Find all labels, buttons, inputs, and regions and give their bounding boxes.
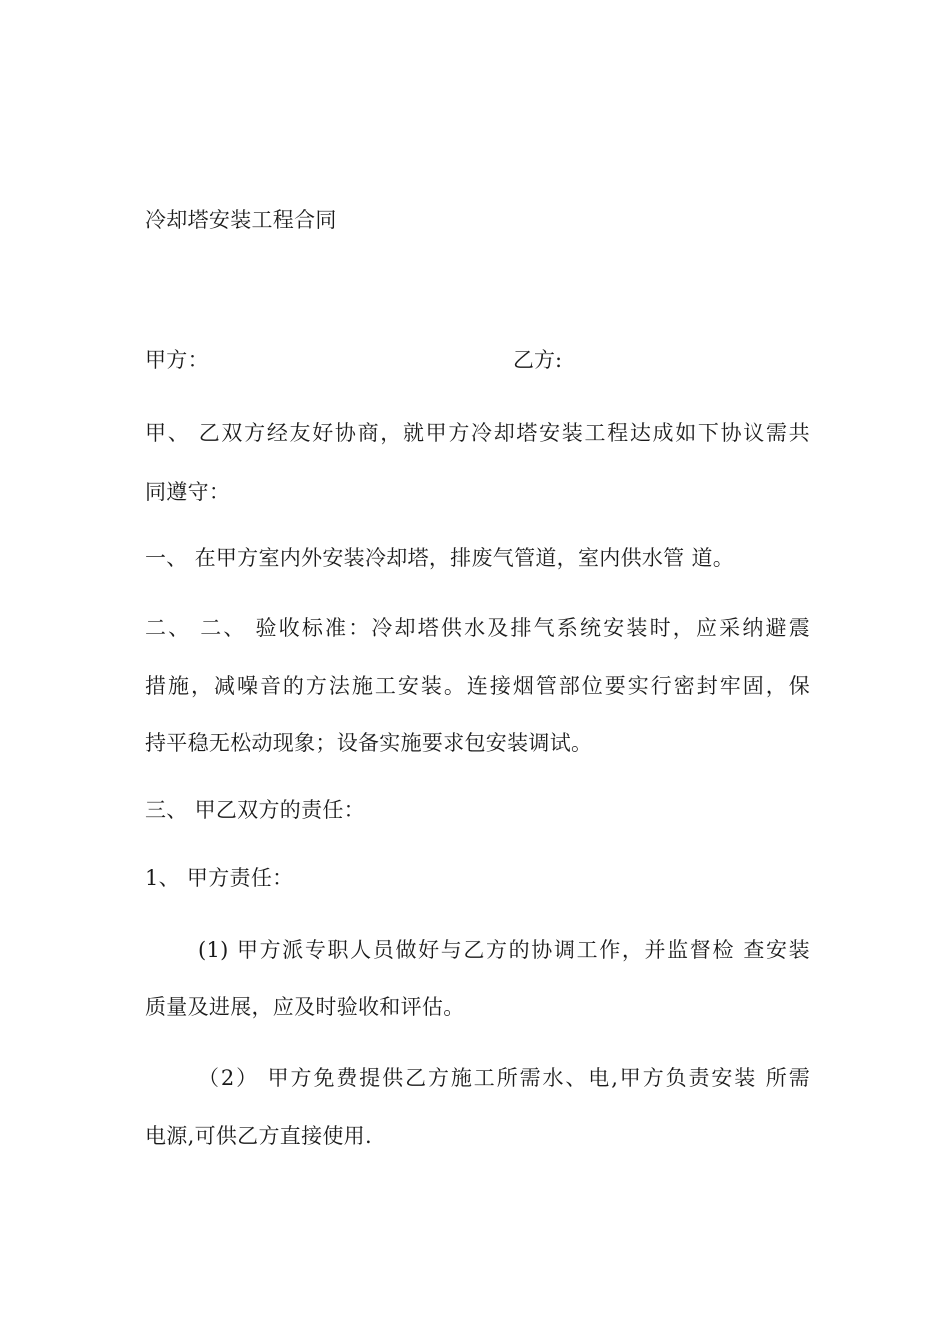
clause-3: 三、 甲乙双方的责任： [145, 798, 365, 822]
item-2-line-1: （2） 甲方免费提供乙方施工所需水、电,甲方负责安装 所需 [198, 1066, 810, 1090]
party-a-label: 甲方： [145, 348, 209, 372]
item-2-line-2: 电源,可供乙方直接使用. [145, 1124, 372, 1148]
document-title: 冷却塔安装工程合同 [145, 208, 337, 232]
item-1-line-1: (1) 甲方派专职人员做好与乙方的协调工作，并监督检 查安装 [198, 938, 810, 962]
clause-1: 一、 在甲方室内外安装冷却塔，排废气管道，室内供水管 道。 [145, 546, 735, 570]
clause-2-line-2: 措施，减噪音的方法施工安装。连接烟管部位要实行密封牢固，保 [145, 674, 810, 698]
item-1-line-2: 质量及进展，应及时验收和评估。 [145, 995, 465, 1019]
sub-clause-1: 1、 甲方责任： [145, 866, 294, 890]
intro-line-1: 甲、 乙双方经友好协商，就甲方冷却塔安装工程达成如下协议需共 [145, 421, 810, 445]
party-b-label: 乙方: [513, 348, 563, 372]
clause-2-line-1: 二、 二、 验收标准：冷却塔供水及排气系统安装时，应采纳避震 [145, 616, 810, 640]
clause-2-line-3: 持平稳无松动现象；设备实施要求包安装调试。 [145, 731, 593, 755]
intro-line-2: 同遵守： [145, 480, 231, 504]
